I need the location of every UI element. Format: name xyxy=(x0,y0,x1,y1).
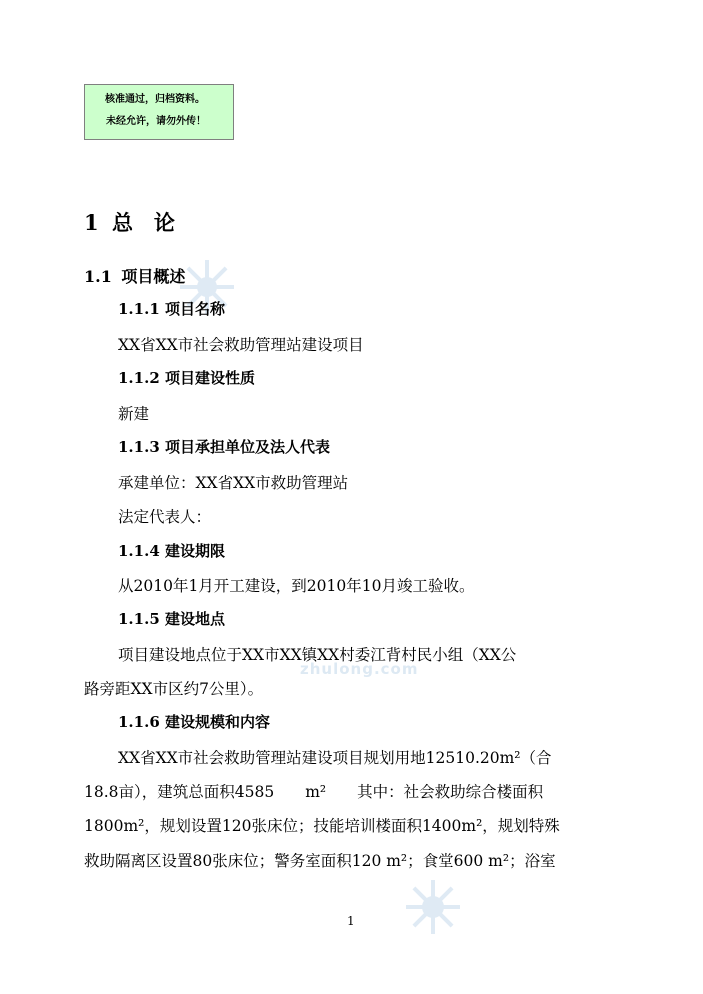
paragraph: XX省XX市社会救助管理站建设项目规划用地12510.20m²（合 xyxy=(118,749,552,767)
section-title: 项目概述 xyxy=(121,267,186,286)
subsection-heading xyxy=(118,540,225,561)
paragraph: 项目建设地点位于XX市XX镇XX村委江背村民小组（XX公 xyxy=(118,646,517,664)
stamp-line-2: 未经允许，请勿外传！ xyxy=(106,116,206,127)
subsection-number: 1.1.6 xyxy=(118,713,160,731)
chapter-number: 1 xyxy=(84,210,99,235)
subsection-heading xyxy=(118,608,225,629)
subsection-heading xyxy=(118,711,270,732)
subsection-title: 项目承担单位及法人代表 xyxy=(165,438,331,456)
subsection-title: 项目名称 xyxy=(165,300,226,318)
subsection-heading xyxy=(118,367,255,388)
page-number: 1 xyxy=(347,914,355,928)
paragraph: 新建 xyxy=(118,405,150,423)
subsection-title: 建设规模和内容 xyxy=(165,713,271,731)
paragraph: 法定代表人： xyxy=(118,508,212,526)
paragraph: 救助隔离区设置80张床位；警务室面积120 m²；食堂600 m²；浴室 xyxy=(84,852,556,870)
subsection-title: 建设期限 xyxy=(165,542,226,560)
subsection-title: 建设地点 xyxy=(165,610,226,628)
chapter-heading xyxy=(84,207,175,237)
paragraph: 18.8亩），建筑总面积4585 m² 其中：社会救助综合楼面积 xyxy=(84,783,544,801)
approval-stamp xyxy=(84,84,234,140)
subsection-number: 1.1.5 xyxy=(118,610,160,628)
watermark-text: zhulong.com xyxy=(300,660,419,678)
subsection-heading xyxy=(118,436,330,457)
watermark-logo xyxy=(404,878,462,936)
paragraph: 1800m²，规划设置120张床位；技能培训楼面积1400m²，规划特殊 xyxy=(84,817,560,835)
paragraph: 承建单位：XX省XX市救助管理站 xyxy=(118,474,349,492)
section-number: 1.1 xyxy=(84,267,112,286)
chapter-title: 总 论 xyxy=(111,210,175,235)
subsection-title: 项目建设性质 xyxy=(165,369,256,387)
subsection-number: 1.1.2 xyxy=(118,369,160,387)
subsection-heading xyxy=(118,298,225,319)
subsection-number: 1.1.3 xyxy=(118,438,160,456)
subsection-number: 1.1.4 xyxy=(118,542,160,560)
section-heading xyxy=(84,264,185,287)
subsection-number: 1.1.1 xyxy=(118,300,160,318)
paragraph: XX省XX市社会救助管理站建设项目 xyxy=(118,336,364,354)
paragraph: 从2010年1月开工建设，到2010年10月竣工验收。 xyxy=(118,577,475,595)
paragraph: 路旁距XX市区约7公里）。 xyxy=(84,680,264,698)
stamp-line-1: 核准通过，归档资料。 xyxy=(105,94,205,105)
